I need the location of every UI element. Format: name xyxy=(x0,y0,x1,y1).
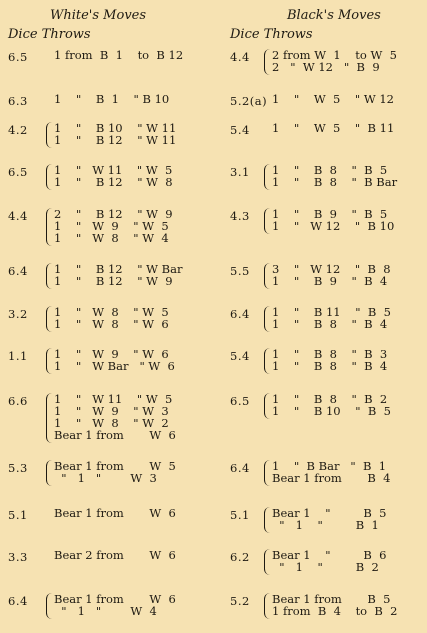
black-moves xyxy=(272,593,398,617)
white-move-line: " 1 " W 3 xyxy=(54,471,157,485)
white-moves xyxy=(54,348,175,372)
black-move-line: 1 " B 10 " B 5 xyxy=(272,404,391,418)
white-dice-throw: 6.3 xyxy=(8,94,28,108)
white-moves xyxy=(54,507,176,519)
white-dice-throw: 4.2 xyxy=(8,123,28,137)
white-dice-throw: 6.6 xyxy=(8,394,28,408)
black-move-line: 1 " B 8 " B 2 xyxy=(272,392,388,406)
black-move-line: 1 " B 8 " B 3 xyxy=(272,347,388,361)
black-dice-throw: 5.4 xyxy=(230,123,250,137)
white-dice-throw: 3.3 xyxy=(8,550,28,564)
white-move-line: 1 " W 9 " W 3 xyxy=(54,404,169,418)
white-brace xyxy=(46,122,53,148)
black-dice-throw: 6.4 xyxy=(230,307,250,321)
white-dice-throw: 6.4 xyxy=(8,594,28,608)
black-dice-throw: 6.2 xyxy=(230,550,250,564)
black-dice-throw: 6.5 xyxy=(230,394,250,408)
black-brace xyxy=(264,164,271,190)
white-moves xyxy=(54,49,183,61)
black-move-line: 1 " B 8 " B 5 xyxy=(272,163,388,177)
black-dice-throw: 6.4 xyxy=(230,461,250,475)
black-brace xyxy=(264,507,271,533)
black-brace xyxy=(264,208,271,234)
white-move-line: 1 " W 8 " W 4 xyxy=(54,231,169,245)
black-move-line: 1 " B Bar " B 1 xyxy=(272,459,387,473)
black-moves xyxy=(272,306,391,330)
black-move-line: " 1 " B 1 xyxy=(272,518,379,532)
black-dice-throw: 5.4 xyxy=(230,349,250,363)
black-move-line: 3 " W 12 " B 8 xyxy=(272,262,391,276)
black-move-line: 1 " W 5 " W 12 xyxy=(272,92,394,106)
white-dice-throw: 5.3 xyxy=(8,461,28,475)
black-moves xyxy=(272,507,386,531)
white-move-line: 1 " B 12 " W 11 xyxy=(54,133,177,147)
white-move-line: 1 " W 9 " W 6 xyxy=(54,347,169,361)
black-move-line: " 1 " B 2 xyxy=(272,560,379,574)
white-move-line: 1 " B 12 " W 9 xyxy=(54,274,173,288)
white-move-line: 1 from B 1 to B 12 xyxy=(54,48,184,62)
white-dice-throw: 6.5 xyxy=(8,50,28,64)
black-brace xyxy=(264,263,271,289)
black-dice-throw: 4.4 xyxy=(230,50,250,64)
white-move-line: " 1 " W 4 xyxy=(54,604,157,618)
black-moves xyxy=(272,348,387,372)
black-move-line: 1 " B 9 " B 5 xyxy=(272,207,388,221)
white-brace xyxy=(46,393,53,443)
black-move-line: Bear 1 from B 4 xyxy=(272,471,391,485)
black-moves xyxy=(272,460,391,484)
black-move-line: 1 " B 8 " B Bar xyxy=(272,175,398,189)
black-dice-throw: 3.1 xyxy=(230,165,250,179)
white-dice-throw: 3.2 xyxy=(8,307,28,321)
white-brace xyxy=(46,460,53,486)
white-dice-throw: 5.1 xyxy=(8,508,28,522)
white-dice-throw: 6.5 xyxy=(8,165,28,179)
black-move-line: Bear 1 from B 5 xyxy=(272,592,391,606)
black-move-line: Bear 1 " B 5 xyxy=(272,506,387,520)
white-move-line: 1 " W 11 " W 5 xyxy=(54,392,173,406)
black-move-line: 1 " B 9 " B 4 xyxy=(272,274,388,288)
white-move-line: Bear 1 from W 6 xyxy=(54,428,176,442)
dice-throws-label-left: Dice Throws xyxy=(8,27,91,42)
white-move-line: Bear 1 from W 5 xyxy=(54,459,176,473)
white-moves xyxy=(54,263,182,287)
black-move-line: Bear 1 " B 6 xyxy=(272,548,387,562)
white-moves xyxy=(54,549,176,561)
white-dice-throw: 4.4 xyxy=(8,209,28,223)
white-brace xyxy=(46,164,53,190)
black-moves-title: Black's Moves xyxy=(287,8,381,23)
black-dice-throw: 4.3 xyxy=(230,209,250,223)
white-move-line: 1 " W 8 " W 2 xyxy=(54,416,169,430)
white-moves xyxy=(54,460,176,484)
white-moves xyxy=(54,122,176,146)
black-moves xyxy=(272,208,394,232)
black-move-line: 1 from B 4 to B 2 xyxy=(272,604,398,618)
white-moves xyxy=(54,393,176,441)
white-move-line: 1 " W Bar " W 6 xyxy=(54,359,175,373)
white-move-line: 1 " W 8 " W 5 xyxy=(54,305,169,319)
black-moves xyxy=(272,122,394,134)
white-moves xyxy=(54,93,169,105)
white-moves xyxy=(54,164,173,188)
black-move-line: 2 from W 1 to W 5 xyxy=(272,48,397,62)
black-move-line: 1 " B 8 " B 4 xyxy=(272,317,388,331)
white-move-line: 1 " W 11 " W 5 xyxy=(54,163,173,177)
black-brace xyxy=(264,348,271,374)
white-move-line: Bear 1 from W 6 xyxy=(54,506,176,520)
white-move-line: 1 " B 12 " W Bar xyxy=(54,262,183,276)
black-move-line: 1 " W 5 " B 11 xyxy=(272,121,395,135)
black-brace xyxy=(264,593,271,619)
white-moves xyxy=(54,208,173,244)
white-brace xyxy=(46,208,53,246)
black-move-line: 1 " B 11 " B 5 xyxy=(272,305,391,319)
black-move-line: 1 " W 12 " B 10 xyxy=(272,219,395,233)
black-moves xyxy=(272,263,391,287)
white-brace xyxy=(46,306,53,332)
black-moves xyxy=(272,164,397,188)
white-move-line: 1 " W 8 " W 6 xyxy=(54,317,169,331)
white-brace xyxy=(46,263,53,289)
black-moves xyxy=(272,49,397,73)
black-moves xyxy=(272,93,394,105)
white-brace xyxy=(46,593,53,619)
black-brace xyxy=(264,393,271,419)
black-move-line: 2 " W 12 " B 9 xyxy=(272,60,380,74)
black-move-line: 1 " B 8 " B 4 xyxy=(272,359,388,373)
black-brace xyxy=(264,306,271,332)
black-moves xyxy=(272,549,386,573)
black-dice-throw: 5.2 xyxy=(230,594,250,608)
white-moves xyxy=(54,593,176,617)
white-move-line: 1 " W 9 " W 5 xyxy=(54,219,169,233)
black-dice-throw: 5.1 xyxy=(230,508,250,522)
white-move-line: 1 " B 10 " W 11 xyxy=(54,121,177,135)
black-dice-throw: 5.5 xyxy=(230,264,250,278)
white-brace xyxy=(46,348,53,374)
white-dice-throw: 6.4 xyxy=(8,264,28,278)
white-move-line: 2 " B 12 " W 9 xyxy=(54,207,173,221)
white-move-line: 1 " B 12 " W 8 xyxy=(54,175,173,189)
black-brace xyxy=(264,460,271,486)
white-move-line: Bear 2 from W 6 xyxy=(54,548,176,562)
black-brace xyxy=(264,49,271,75)
white-moves-title: White's Moves xyxy=(50,8,147,23)
black-dice-throw: 5.2(a) xyxy=(230,94,268,108)
white-move-line: Bear 1 from W 6 xyxy=(54,592,176,606)
black-moves xyxy=(272,393,391,417)
dice-throws-label-right: Dice Throws xyxy=(230,27,313,42)
black-brace xyxy=(264,549,271,575)
white-move-line: 1 " B 1 " B 10 xyxy=(54,92,170,106)
white-dice-throw: 1.1 xyxy=(8,349,28,363)
white-moves xyxy=(54,306,169,330)
